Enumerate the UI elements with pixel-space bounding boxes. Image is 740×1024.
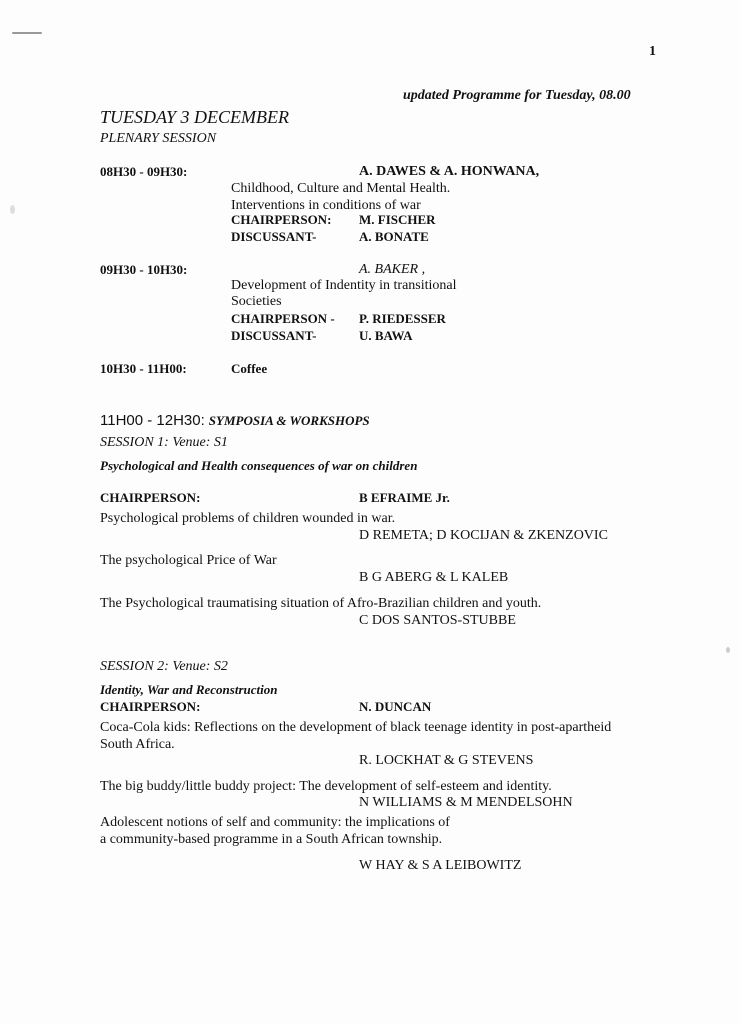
session2-chair-name: N. DUNCAN <box>359 699 432 714</box>
session2-talk1-authors: R. LOCKHAT & G STEVENS <box>359 753 534 768</box>
slot1-chair-label: CHAIRPERSON: <box>231 212 332 227</box>
slot1-title-line2: Interventions in conditions of war <box>231 198 421 213</box>
session2-talk2-title: The big buddy/little buddy project: The development of self-esteem and identity. <box>100 779 552 794</box>
session1-talk1-authors: D REMETA; D KOCIJAN & ZKENZOVIC <box>359 528 608 543</box>
slot2-chair-name: P. RIEDESSER <box>359 311 446 326</box>
session2-talk3-authors: W HAY & S A LEIBOWITZ <box>359 858 522 873</box>
session2-talk3-title-line1: Adolescent notions of self and community: the implications of <box>100 815 450 830</box>
slot1-title-line1: Childhood, Culture and Mental Health. <box>231 181 451 196</box>
session1-chair-label: CHAIRPERSON: <box>100 490 201 505</box>
slot2-discussant-name: U. BAWA <box>359 328 413 343</box>
coffee-time: 10H30 - 11H00: <box>100 361 187 376</box>
plenary-session-label: PLENARY SESSION <box>100 131 217 146</box>
symposia-heading <box>100 412 370 430</box>
session1-talk1-title: Psychological problems of children wounded in war. <box>100 511 396 526</box>
coffee-label: Coffee <box>231 361 268 376</box>
day-title: TUESDAY 3 DECEMBER <box>100 107 289 127</box>
slot1-time: 08H30 - 09H30: <box>100 164 188 179</box>
session2-theme: Identity, War and Reconstruction <box>100 682 278 697</box>
scan-speck <box>12 32 42 34</box>
session2-talk1-title-line1: Coca-Cola kids: Reflections on the development of black teenage identity in post-apartheid <box>100 720 612 735</box>
session1-chair-name: B EFRAIME Jr. <box>359 490 450 505</box>
slot1-speakers: A. DAWES & A. HONWANA, <box>359 164 540 179</box>
session1-talk3-title: The Psychological traumatising situation of Afro-Brazilian children and youth. <box>100 596 542 611</box>
slot1-discussant-label: DISCUSSANT- <box>231 229 317 244</box>
slot2-speakers: A. BAKER , <box>359 262 426 277</box>
session1-talk3-authors: C DOS SANTOS-STUBBE <box>359 613 516 628</box>
symposia-title: SYMPOSIA & WORKSHOPS <box>208 413 370 428</box>
slot2-title-line1: Development of Indentity in transitional <box>231 278 457 293</box>
updated-note: updated Programme for Tuesday, 08.00 <box>403 88 631 103</box>
slot2-discussant-label: DISCUSSANT- <box>231 328 317 343</box>
session2-title: SESSION 2: Venue: S2 <box>100 659 228 674</box>
session1-theme: Psychological and Health consequences of war on children <box>100 458 418 473</box>
slot2-title-line2: Societies <box>231 294 282 309</box>
slot1-discussant-name: A. BONATE <box>359 229 429 244</box>
session2-talk3-title-line2: a community-based programme in a South African township. <box>100 832 443 847</box>
session2-talk2-authors: N WILLIAMS & M MENDELSOHN <box>359 795 573 810</box>
scan-speck <box>726 647 730 653</box>
session1-talk2-authors: B G ABERG & L KALEB <box>359 570 509 585</box>
slot1-chair-name: M. FISCHER <box>359 212 436 227</box>
session2-talk1-title-line2: South Africa. <box>100 737 175 752</box>
symposia-time: 11H00 - 12H30: <box>100 412 205 429</box>
scan-speck <box>10 205 15 214</box>
slot2-chair-label: CHAIRPERSON - <box>231 311 335 326</box>
session2-chair-label: CHAIRPERSON: <box>100 699 201 714</box>
session1-title: SESSION 1: Venue: S1 <box>100 435 228 450</box>
slot2-time: 09H30 - 10H30: <box>100 262 188 277</box>
page-number: 1 <box>649 44 656 59</box>
session1-talk2-title: The psychological Price of War <box>100 553 277 568</box>
